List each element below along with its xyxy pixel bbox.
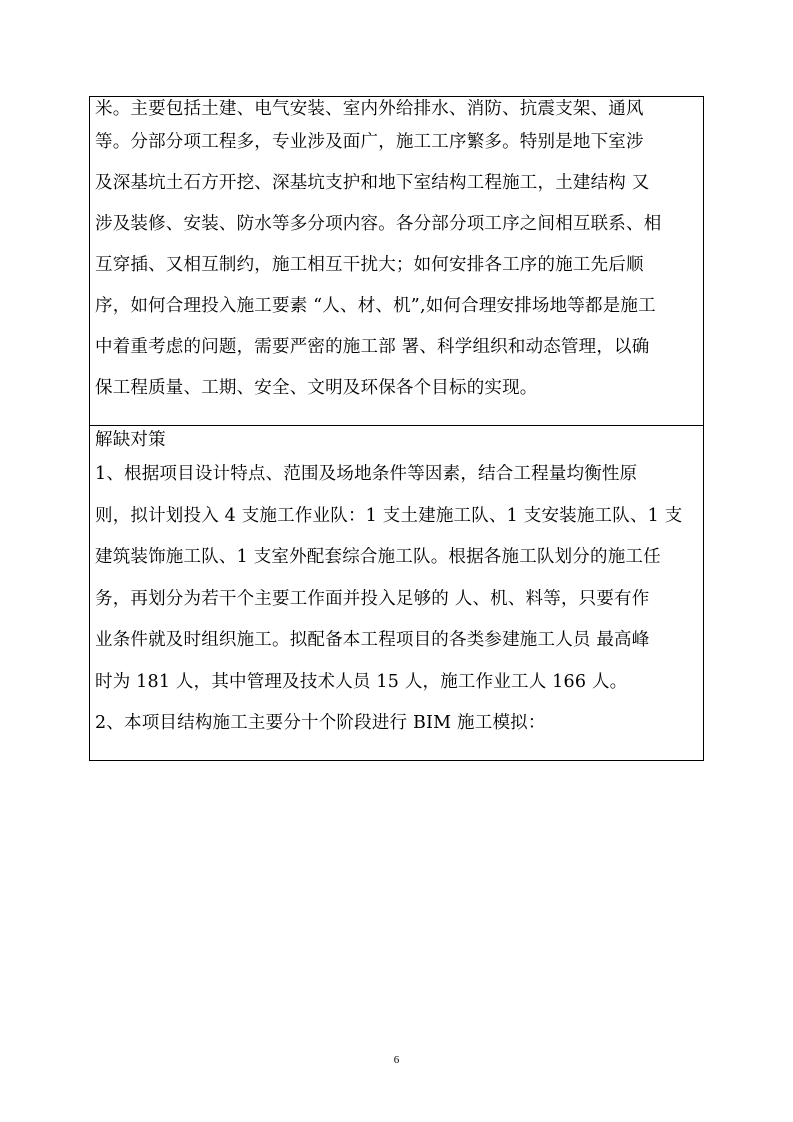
paragraph-line: 业条件就及时组织施工。拟配备本工程项目的各类参建施工人员 最高峰 xyxy=(95,630,650,650)
paragraph-line: 2、本项目结构施工主要分十个阶段进行 BIM 施工模拟： xyxy=(95,713,546,733)
paragraph-line: 建筑装饰施工队、1 支室外配套综合施工队。根据各施工队划分的施工任 xyxy=(95,547,661,567)
page-number: 6 xyxy=(393,1054,400,1066)
paragraph-line: 保工程质量、工期、安全、文明及环保各个目标的实现。 xyxy=(95,378,538,398)
paragraph-line: 等。分部分项工程多，专业涉及面广，施工工序繁多。特别是地下室涉 xyxy=(95,132,644,152)
content-table xyxy=(89,96,704,761)
solution-cell xyxy=(90,426,703,760)
paragraph-line: 1、根据项目设计特点、范围及场地条件等因素，结合工程量均衡性原 xyxy=(95,464,638,484)
paragraph-line: 务，再划分为若干个主要工作面并投入足够的 人、机、料等，只要有作 xyxy=(95,588,650,609)
paragraph-line: 及深基坑土石方开挖、深基坑支护和地下室结构工程施工，土建结构 又 xyxy=(95,173,650,193)
paragraph-line: 中着重考虑的问题，需要严密的施工部 署、科学组织和动态管理，以确 xyxy=(95,337,650,357)
paragraph-line: 序，如何合理投入施工要素 “人、材、机”,如何合理安排场地等都是施工 xyxy=(95,296,656,316)
paragraph-line: 米。主要包括土建、电气安装、室内外给排水、消防、抗震支架、通风 xyxy=(95,99,644,119)
paragraph-line: 涉及装修、安装、防水等多分项内容。各分部分项工序之间相互联系、相 xyxy=(95,214,662,234)
challenges-cell xyxy=(90,97,703,426)
paragraph-line: 时为 181 人，其中管理及技术人员 15 人，施工作业工人 166 人。 xyxy=(95,671,628,692)
paragraph-line: 则，拟计划投入 4 支施工作业队：1 支土建施工队、1 支安装施工队、1 支 xyxy=(95,505,683,526)
section-heading: 解缺对策 xyxy=(95,430,166,450)
paragraph-line: 互穿插、又相互制约，施工相互干扰大；如何安排各工序的施工先后顺 xyxy=(95,255,644,275)
